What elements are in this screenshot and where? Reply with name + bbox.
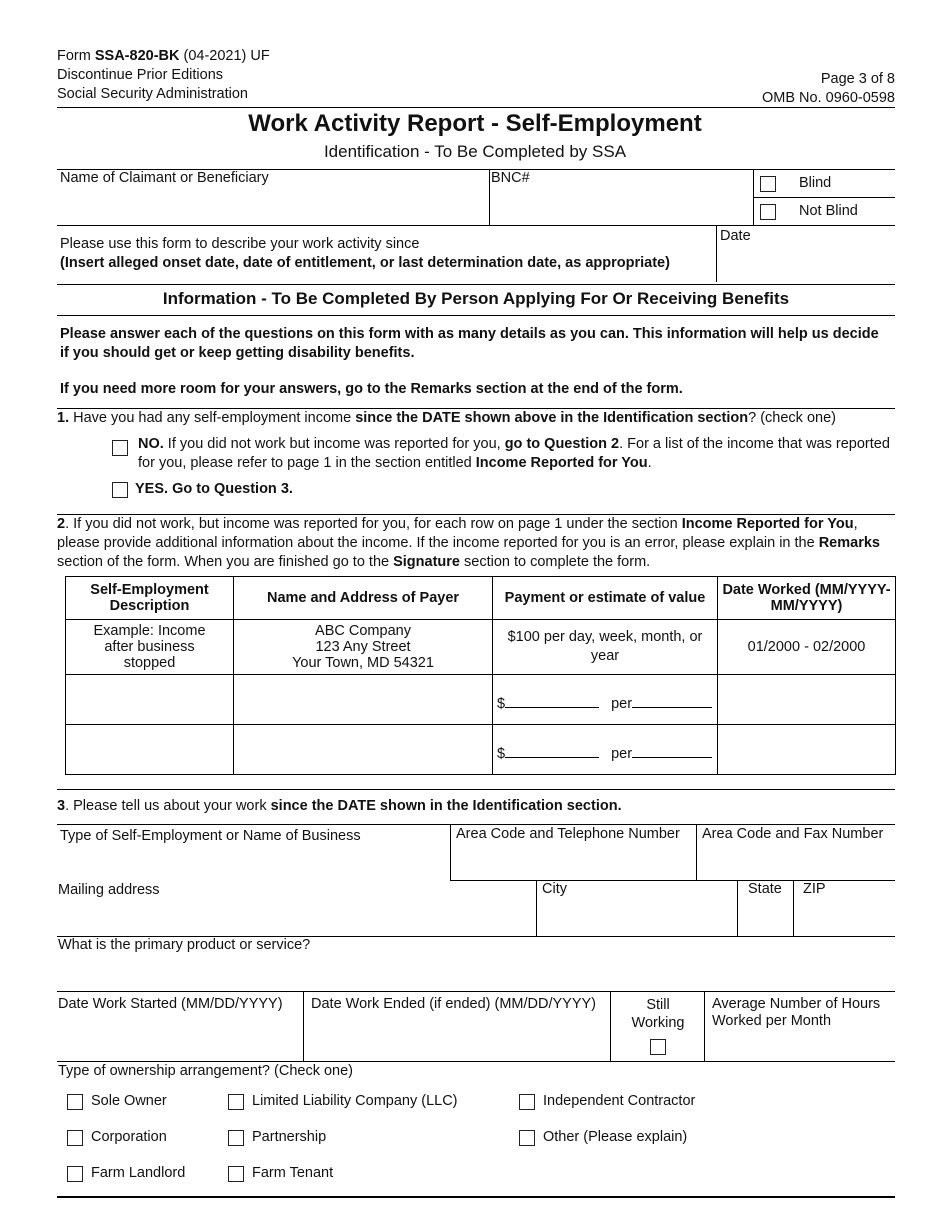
name-input[interactable] <box>58 190 488 224</box>
phone-input[interactable] <box>451 846 696 880</box>
col-payment-header: Payment or estimate of value <box>493 577 718 620</box>
payer-cell[interactable] <box>234 725 493 775</box>
example-row <box>66 620 896 675</box>
page-number: Page 3 of 8 <box>820 71 895 87</box>
mailing-address-label: Mailing address <box>58 882 160 898</box>
city-input[interactable] <box>537 901 737 936</box>
product-input[interactable] <box>58 958 894 990</box>
partnership-checkbox[interactable] <box>228 1130 244 1146</box>
still-working-label: Still Working <box>631 997 685 1031</box>
zip-label: ZIP <box>803 881 826 897</box>
corporation-checkbox[interactable] <box>67 1130 83 1146</box>
description-cell[interactable] <box>66 725 234 775</box>
llc-label: Limited Liability Company (LLC) <box>252 1093 458 1109</box>
example-payer: ABC Company 123 Any Street Your Town, MD 54321 <box>234 620 493 675</box>
still-working-checkbox[interactable] <box>650 1039 666 1055</box>
form-number: Form SSA-820-BK (04-2021) UF <box>57 48 270 64</box>
q1-no-checkbox[interactable] <box>112 440 128 456</box>
other-checkbox[interactable] <box>519 1130 535 1146</box>
state-label: State <box>748 881 782 897</box>
agency-name: Social Security Administration <box>57 86 248 102</box>
date-label: Date <box>720 228 751 244</box>
example-dates: 01/2000 - 02/2000 <box>718 620 896 675</box>
business-type-input[interactable] <box>58 848 450 880</box>
partnership-label: Partnership <box>252 1129 327 1145</box>
farm-tenant-checkbox[interactable] <box>228 1166 244 1182</box>
sole-owner-label: Sole Owner <box>91 1093 167 1109</box>
q1-text: 1. Have you had any self-employment income since the DATE shown above in the Identification section? (check one) <box>57 410 836 426</box>
independent-contractor-label: Independent Contractor <box>543 1093 696 1109</box>
date-ended-label: Date Work Ended (if ended) (MM/DD/YYYY) <box>311 996 596 1012</box>
example-description: Example: Income after business stopped <box>66 620 234 675</box>
example-payment: $100 per day, week, month, or year <box>493 620 718 675</box>
corporation-label: Corporation <box>91 1129 167 1145</box>
farm-landlord-label: Farm Landlord <box>91 1165 186 1181</box>
zip-input[interactable] <box>794 901 895 936</box>
sole-owner-checkbox[interactable] <box>67 1094 83 1110</box>
other-label: Other (Please explain) <box>543 1129 688 1145</box>
since-insert: (Insert alleged onset date, date of entitlement, or last determination date, as appropriate) <box>60 255 670 271</box>
col-payer-header: Name and Address of Payer <box>234 577 493 620</box>
q2-text: 2. If you did not work, but income was reported for you, for each row on page 1 under the section Income Reported for You, please provide additional information about the income. If the income reported for you is an error, please explain in the Remarks section of the form. When you are finished go to the Signature section to complete the form. <box>57 516 880 570</box>
q3-text: 3. Please tell us about your work since the DATE shown in the Identification section. <box>57 798 622 814</box>
table-row <box>66 675 896 725</box>
farm-tenant-label: Farm Tenant <box>252 1165 334 1181</box>
date-started-label: Date Work Started (MM/DD/YYYY) <box>58 996 283 1012</box>
mailing-address-input[interactable] <box>58 902 536 936</box>
independent-contractor-checkbox[interactable] <box>519 1094 535 1110</box>
business-type-label: Type of Self-Employment or Name of Business <box>60 828 361 844</box>
page-subtitle: Identification - To Be Completed by SSA <box>323 142 627 161</box>
avg-hours-label: Average Number of Hours Worked per Month <box>712 996 881 1029</box>
blind-checkbox[interactable] <box>760 176 776 192</box>
state-input[interactable] <box>738 901 793 936</box>
payer-cell[interactable] <box>234 675 493 725</box>
phone-label: Area Code and Telephone Number <box>456 826 680 842</box>
instructions-more-room: If you need more room for your answers, go to the Remarks section at the end of the form. <box>60 381 683 397</box>
since-text: Please use this form to describe your work activity since <box>60 236 420 252</box>
payment-cell[interactable]: $ per <box>493 725 718 775</box>
q1-yes-checkbox[interactable] <box>112 482 128 498</box>
city-label: City <box>542 881 567 897</box>
discontinue-note: Discontinue Prior Editions <box>57 67 224 83</box>
date-input[interactable] <box>717 246 895 282</box>
q1-yes-label: YES. Go to Question 3. <box>135 481 293 497</box>
income-table <box>65 576 896 775</box>
avg-hours-input[interactable] <box>705 1032 895 1060</box>
omb-number: OMB No. 0960-0598 <box>762 90 895 106</box>
page-title: Work Activity Report - Self-Employment <box>248 110 702 137</box>
description-cell[interactable] <box>66 675 234 725</box>
q1-no-text: NO. If you did not work but income was reported for you, go to Question 2. For a list of the income that was reported for you, please refer to page 1 in the section entitled Income Reported for You. <box>138 436 890 471</box>
bnc-input[interactable] <box>490 170 753 225</box>
info-heading: Information - To Be Completed By Person Applying For Or Receiving Benefits <box>162 289 790 308</box>
table-row <box>66 725 896 775</box>
date-ended-input[interactable] <box>304 1016 610 1060</box>
dates-cell[interactable] <box>718 725 896 775</box>
product-label: What is the primary product or service? <box>58 937 311 953</box>
date-started-input[interactable] <box>58 1016 303 1060</box>
instructions-paragraph: Please answer each of the questions on this form with as many details as you can. This information will help us decide if you should get or keep getting disability benefits. <box>60 326 879 361</box>
llc-checkbox[interactable] <box>228 1094 244 1110</box>
not-blind-label: Not Blind <box>799 203 858 219</box>
fax-label: Area Code and Fax Number <box>702 826 884 842</box>
table-header-row <box>66 577 896 620</box>
name-label: Name of Claimant or Beneficiary <box>60 170 269 186</box>
farm-landlord-checkbox[interactable] <box>67 1166 83 1182</box>
ownership-label: Type of ownership arrangement? (Check one) <box>58 1063 353 1079</box>
bnc-label: BNC# <box>491 170 530 186</box>
blind-label: Blind <box>799 175 832 191</box>
payment-cell[interactable]: $ per <box>493 675 718 725</box>
dates-cell[interactable] <box>718 675 896 725</box>
col-description-header: Self-Employment Description <box>66 577 234 620</box>
fax-input[interactable] <box>697 846 895 880</box>
not-blind-checkbox[interactable] <box>760 204 776 220</box>
col-dates-header: Date Worked (MM/YYYY-MM/YYYY) <box>718 577 896 620</box>
